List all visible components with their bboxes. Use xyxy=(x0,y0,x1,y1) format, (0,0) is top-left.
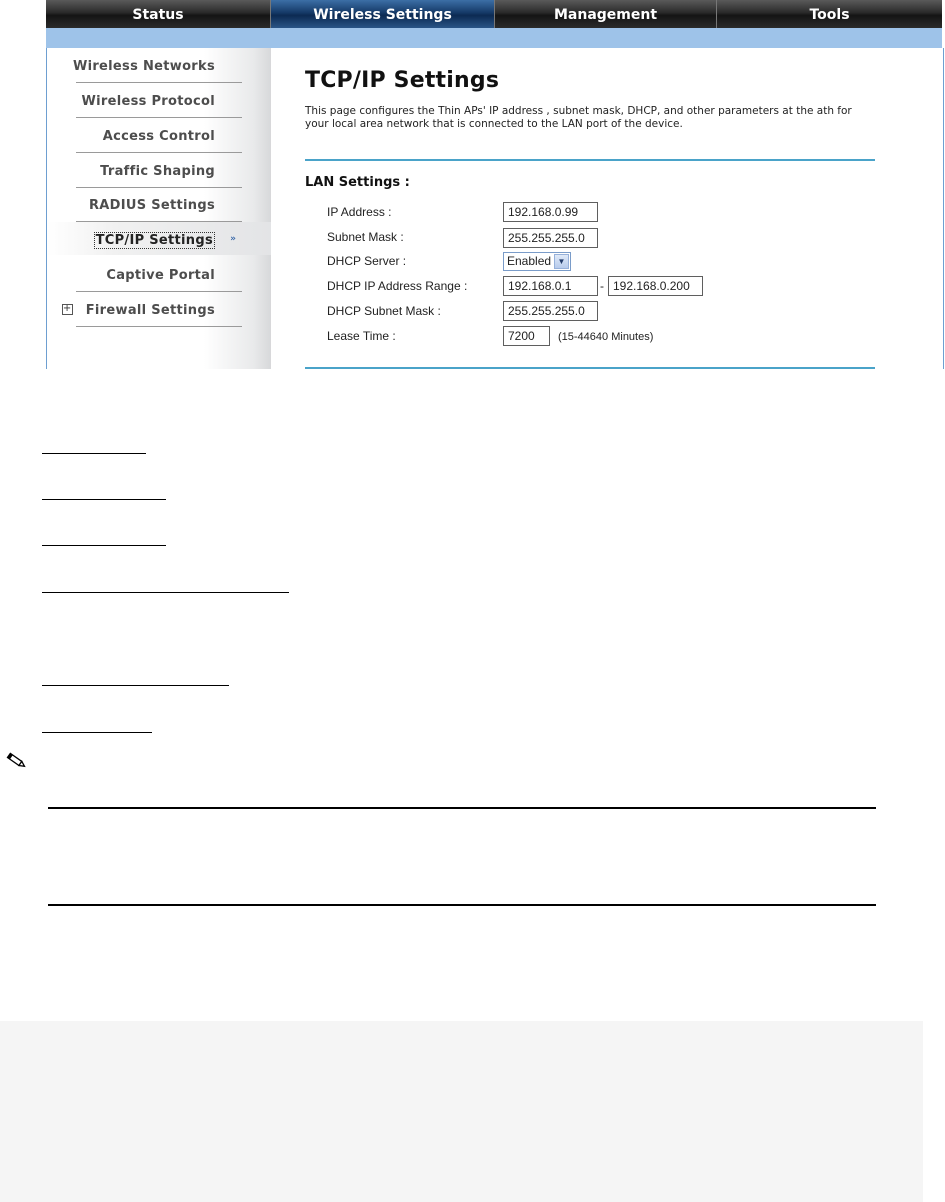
dhcp-server-select[interactable] xyxy=(503,252,571,271)
sidebar-item-label: Access Control xyxy=(102,129,215,144)
range-separator: - xyxy=(600,279,604,293)
sidebar-item-label xyxy=(62,303,215,318)
sidebar-item-captive-portal[interactable] xyxy=(76,258,242,292)
lease-time-label: Lease Time : xyxy=(327,329,396,343)
ip-address-label: IP Address : xyxy=(327,205,392,219)
dhcp-server-value: Enabled xyxy=(507,254,552,268)
main-nav xyxy=(46,0,942,28)
sidebar-item-text: Firewall Settings xyxy=(85,303,215,318)
sidebar-item-wireless-protocol[interactable] xyxy=(76,84,242,118)
dhcp-range-end-input[interactable]: 192.168.0.200 xyxy=(608,276,703,296)
sidebar-item-access-control[interactable] xyxy=(76,119,242,153)
sidebar-item-tcpip-settings[interactable] xyxy=(76,222,242,256)
underline-3 xyxy=(42,545,166,546)
underline-1 xyxy=(42,453,146,454)
chevron-down-icon[interactable]: ▼ xyxy=(554,254,569,269)
page-description: This page configures the Thin APs' IP address , subnet mask, DHCP, and other parameters at the ath for your local area network that is connected to the LAN port of the device. xyxy=(305,105,852,130)
tab-management[interactable]: Management xyxy=(495,0,717,28)
sidebar-item-label: TCP/IP Settings xyxy=(95,233,213,248)
pencil-icon xyxy=(5,752,27,770)
dhcp-subnet-mask-input[interactable]: 255.255.255.0 xyxy=(503,301,598,321)
underline-5 xyxy=(42,685,229,686)
sidebar-item-label: Wireless Protocol xyxy=(81,94,215,109)
lan-settings-heading: LAN Settings : xyxy=(305,175,410,190)
underline-2 xyxy=(42,499,166,500)
subnet-mask-label: Subnet Mask : xyxy=(327,230,404,244)
subnet-mask-input[interactable]: 255.255.255.0 xyxy=(503,228,598,248)
sidebar-item-firewall-settings[interactable] xyxy=(62,293,242,327)
footer-shaded-area xyxy=(0,1021,923,1202)
sidebar-item-label: RADIUS Settings xyxy=(88,198,215,213)
lease-time-hint: (15-44640 Minutes) xyxy=(558,331,654,343)
plus-box-icon[interactable]: + xyxy=(62,303,72,314)
dhcp-subnet-mask-label: DHCP Subnet Mask : xyxy=(327,304,441,318)
section-divider-bottom xyxy=(305,367,875,369)
section-divider-top xyxy=(305,159,875,161)
tab-wireless-settings[interactable]: Wireless Settings xyxy=(271,0,495,28)
page-title: TCP/IP Settings xyxy=(305,68,500,93)
sidebar-item-traffic-shaping[interactable] xyxy=(76,154,242,188)
underline-6 xyxy=(42,732,152,733)
lease-time-input[interactable]: 7200 xyxy=(503,326,550,346)
tab-status[interactable]: Status xyxy=(46,0,271,28)
sidebar-item-label: Wireless Networks xyxy=(72,59,215,74)
dhcp-range-start-input[interactable]: 192.168.0.1 xyxy=(503,276,598,296)
sidebar-item-label: Traffic Shaping xyxy=(100,164,215,179)
tab-tools[interactable]: Tools xyxy=(717,0,942,28)
sidebar-item-label: Captive Portal xyxy=(106,268,215,283)
underline-4 xyxy=(42,592,289,593)
nav-sub-strip xyxy=(46,28,942,48)
note-rule-bottom xyxy=(48,904,876,906)
dhcp-server-label: DHCP Server : xyxy=(327,254,407,268)
ip-address-input[interactable]: 192.168.0.99 xyxy=(503,202,598,222)
dhcp-range-label: DHCP IP Address Range : xyxy=(327,279,468,293)
note-rule-top xyxy=(48,807,876,809)
double-chevron-right-icon: » xyxy=(230,234,236,244)
sidebar-item-radius-settings[interactable] xyxy=(76,188,242,222)
sidebar-item-wireless-networks[interactable] xyxy=(72,49,242,83)
